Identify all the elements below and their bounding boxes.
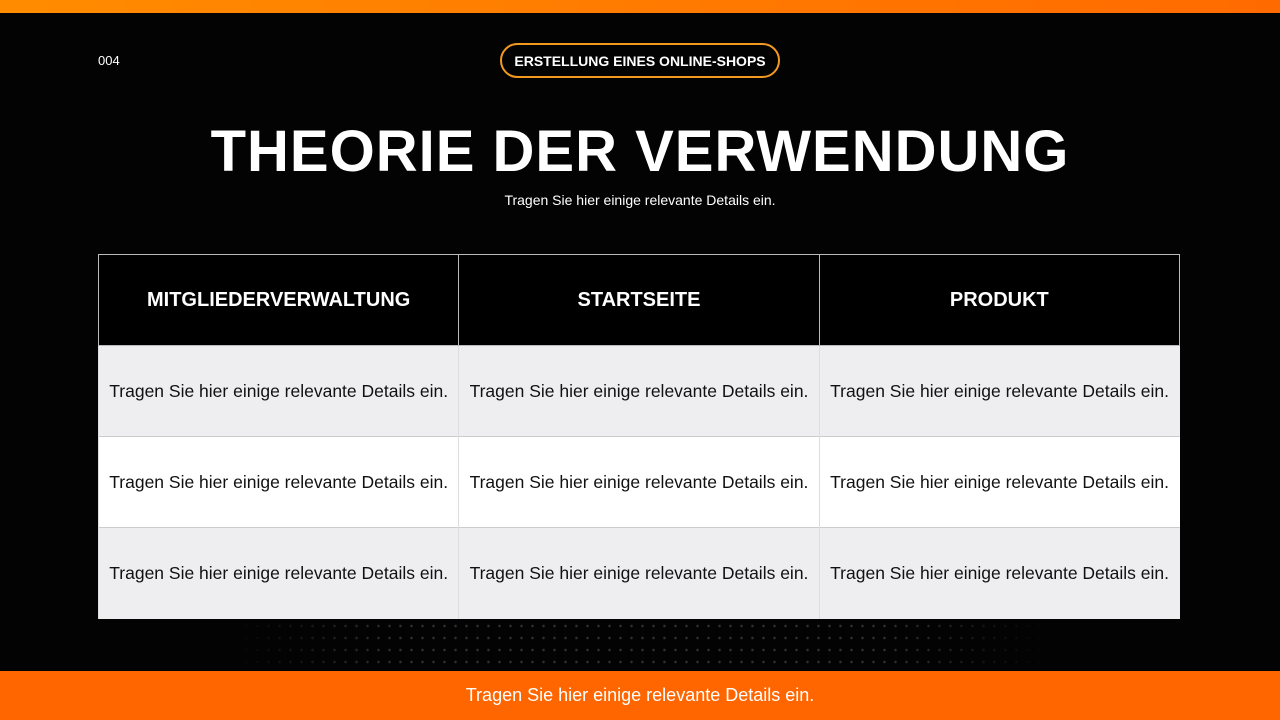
table-cell: Tragen Sie hier einige relevante Details ein.	[459, 528, 819, 619]
table-header-row	[99, 255, 1180, 346]
table-cell: Tragen Sie hier einige relevante Details ein.	[819, 528, 1179, 619]
header-produkt: PRODUKT	[819, 255, 1179, 346]
table-row	[99, 437, 1180, 528]
table-cell: Tragen Sie hier einige relevante Details ein.	[99, 528, 459, 619]
header-startseite: STARTSEITE	[459, 255, 819, 346]
table-row	[99, 528, 1180, 619]
footer-text: Tragen Sie hier einige relevante Details ein.	[465, 685, 815, 705]
table-cell: Tragen Sie hier einige relevante Details ein.	[459, 346, 819, 437]
table-cell: Tragen Sie hier einige relevante Details ein.	[459, 437, 819, 528]
page-title: THEORIE DER VERWENDUNG	[210, 119, 1070, 184]
topic-badge: ERSTELLUNG EINES ONLINE-SHOPS	[500, 43, 780, 78]
table-row	[99, 346, 1180, 437]
table-cell: Tragen Sie hier einige relevante Details ein.	[819, 346, 1179, 437]
header-mitgliederverwaltung: MITGLIEDERVERWALTUNG	[99, 255, 459, 346]
binary-pattern-decoration	[230, 620, 1050, 670]
top-accent-bar	[0, 0, 1280, 13]
feature-table	[98, 254, 1180, 619]
footer-bar	[0, 671, 1280, 720]
table-cell: Tragen Sie hier einige relevante Details ein.	[99, 346, 459, 437]
table-cell: Tragen Sie hier einige relevante Details ein.	[99, 437, 459, 528]
slide-number: 004	[98, 53, 120, 68]
page-subtitle: Tragen Sie hier einige relevante Details ein.	[504, 192, 776, 208]
table-cell: Tragen Sie hier einige relevante Details ein.	[819, 437, 1179, 528]
